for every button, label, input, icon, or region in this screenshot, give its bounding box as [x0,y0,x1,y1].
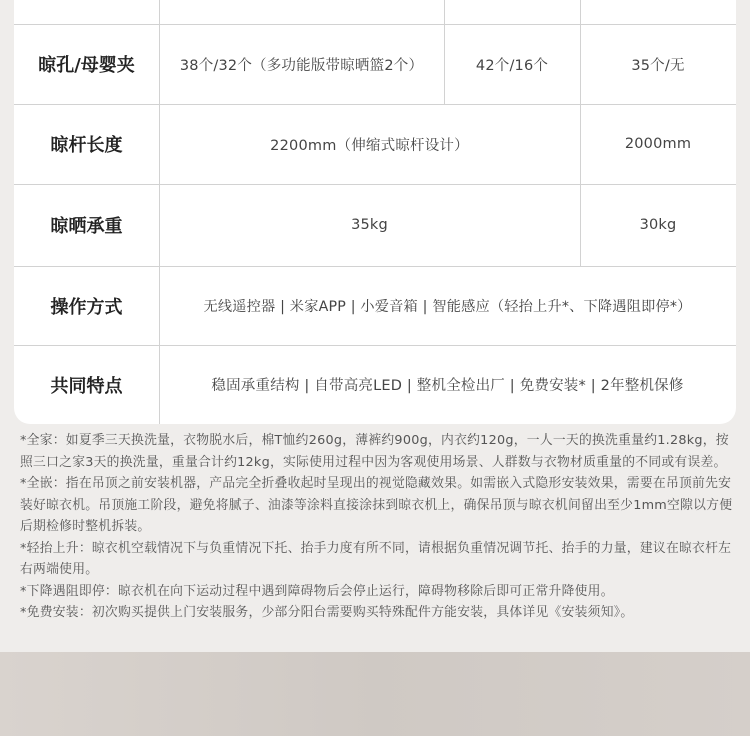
spec-table [14,0,736,424]
footnote-lift-up: *轻抬上升：晾衣机空载情况下与负重情况下托、抬手力度有所不同，请根据负重情况调节托、抬手的力量，建议在晾衣杆左右两端使用。 [20,540,732,577]
footnote-free-install: *免费安装：初次购买提供上门安装服务，少部分阳台需要购买特殊配件方能安装，具体详见《安装须知》。 [20,605,634,620]
row-label-hole-clip: 晾孔/母婴夹 [38,55,135,76]
row-label-operation: 操作方式 [50,296,123,318]
footnote-family-load: *全家：如夏季三天换洗量，衣物脱水后，棉T恤约260g，薄裤约900g，内衣约120g，一人一天的换洗重量约1.28kg，按照三口之家3天的换洗量，重量合计约12kg，实际使用过程中因为客观使用场景、人群数与衣物材质重量的不同或有误差。 [20,433,729,470]
value-hole-clip-model-3: 35个/无 [631,57,685,74]
row-label-common-features: 共同特点 [50,375,123,397]
footnote-embedded-install: *全嵌：指在吊顶之前安装机器，产品完全折叠收起时呈现出的视觉隐藏效果。如需嵌入式隐形安装效果，需要在吊顶前先安装好晾衣机。吊顶施工阶段，避免将腻子、油漆等涂料直接涂抹到晾衣机上，确保吊顶与晾衣机间留出至少1mm空隙以方便后期检修时整机拆装。 [20,476,733,534]
value-operation: 无线遥控器 | 米家APP | 小爱音箱 | 智能感应（轻抬上升*、下降遇阻即停*） [203,298,692,315]
value-rod-length-alt: 2000mm [624,136,692,152]
footnotes [20,430,736,624]
value-load-capacity-main: 35kg [351,217,388,233]
row-label-rod-length: 晾杆长度 [50,135,123,156]
row-label-load-capacity: 晾晒承重 [50,216,123,237]
value-load-capacity-alt: 30kg [639,217,677,233]
footnote-obstacle-stop: *下降遇阻即停：晾衣机在向下运动过程中遇到障碍物后会停止运行，障碍物移除后即可正常升降使用。 [20,583,614,599]
value-rod-length-main: 2200mm（伸缩式晾杆设计） [270,137,469,154]
bottom-banner [0,652,750,736]
value-hole-clip-model-2: 42个/16个 [475,57,549,74]
value-common-features: 稳固承重结构 | 自带高亮LED | 整机全检出厂 | 免费安装* | 2年整机保修 [211,378,684,394]
value-hole-clip-model-1: 38个/32个（多功能版带晾晒篮2个） [179,57,424,74]
